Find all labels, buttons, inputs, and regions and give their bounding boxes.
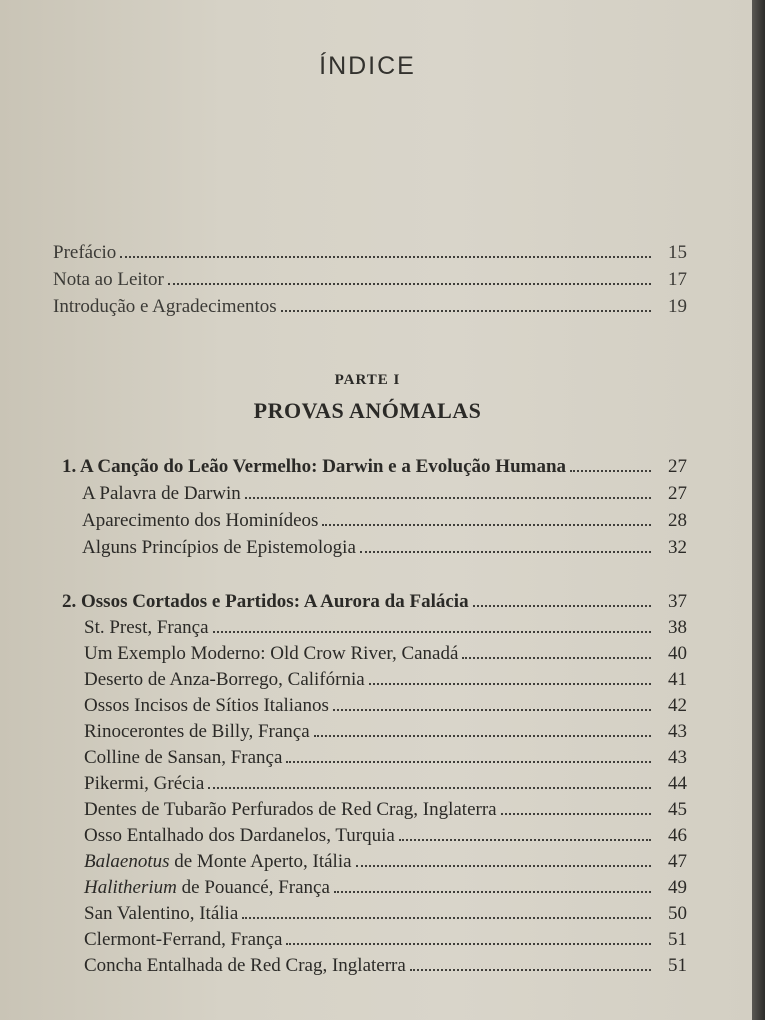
leader-dots	[334, 891, 651, 893]
leader-dots	[168, 283, 651, 285]
section-page: 44	[668, 773, 687, 794]
toc-section[interactable]	[84, 851, 687, 873]
species-name-italic: Balaenotus	[84, 851, 170, 872]
section-label: Alguns Princípios de Epistemologia	[82, 537, 356, 558]
section-label: St. Prest, França	[84, 617, 209, 638]
toc-section[interactable]	[84, 903, 687, 925]
toc-section[interactable]	[84, 643, 687, 665]
leader-dots	[462, 657, 651, 659]
section-label: Dentes de Tubarão Perfurados de Red Crag, Inglaterra	[84, 799, 497, 820]
section-page: 47	[668, 851, 687, 872]
leader-dots	[356, 865, 651, 867]
toc-section[interactable]	[84, 721, 687, 743]
species-name-italic: Halitherium	[84, 877, 177, 898]
leader-dots	[333, 709, 651, 711]
leader-dots	[245, 497, 651, 499]
section-page: 45	[668, 799, 687, 820]
section-page: 43	[668, 747, 687, 768]
section-label: Deserto de Anza-Borrego, Califórnia	[84, 669, 365, 690]
section-page: 28	[668, 510, 687, 531]
leader-dots	[473, 605, 651, 607]
section-label: Concha Entalhada de Red Crag, Inglaterra	[84, 955, 406, 976]
toc-section[interactable]	[84, 773, 687, 795]
leader-dots	[208, 787, 651, 789]
toc-section[interactable]	[84, 669, 687, 691]
toc-section[interactable]	[82, 510, 687, 532]
section-page: 49	[668, 877, 687, 898]
chapter-page: 27	[668, 456, 687, 477]
part-label: PARTE I	[334, 372, 401, 388]
section-page: 41	[668, 669, 687, 690]
chapter-title: 2. Ossos Cortados e Partidos: A Aurora da Falácia	[62, 591, 469, 612]
toc-section[interactable]	[84, 799, 687, 821]
section-label	[84, 877, 330, 899]
toc-section[interactable]	[82, 537, 687, 559]
chapter-page: 37	[668, 591, 687, 612]
toc-entry-prefacio[interactable]	[53, 242, 687, 264]
leader-dots	[399, 839, 651, 841]
toc-section[interactable]	[84, 929, 687, 951]
toc-section[interactable]	[84, 747, 687, 769]
section-page: 46	[668, 825, 687, 846]
section-label: Colline de Sansan, França	[84, 747, 283, 768]
section-label	[84, 851, 352, 873]
section-page: 42	[668, 695, 687, 716]
leader-dots	[360, 551, 651, 553]
chapter-title: 1. A Canção do Leão Vermelho: Darwin e a Evolução Humana	[62, 456, 567, 477]
leader-dots	[501, 813, 651, 815]
toc-entry-page: 17	[668, 269, 687, 290]
leader-dots	[369, 683, 651, 685]
part-title: PROVAS ANÓMALAS	[253, 398, 482, 423]
toc-entry-page: 15	[668, 242, 687, 263]
section-page: 40	[668, 643, 687, 664]
leader-dots	[120, 256, 651, 258]
toc-section[interactable]	[84, 825, 687, 847]
toc-entry-label: Prefácio	[53, 242, 117, 263]
section-page: 38	[668, 617, 687, 638]
leader-dots	[281, 310, 651, 312]
section-page: 43	[668, 721, 687, 742]
toc-entry-label: Nota ao Leitor	[53, 269, 164, 290]
leader-dots	[213, 631, 651, 633]
toc-entry-page: 19	[668, 296, 687, 317]
leader-dots	[570, 470, 651, 472]
toc-entry-introducao[interactable]	[53, 296, 687, 318]
leader-dots	[322, 524, 651, 526]
leader-dots	[242, 917, 651, 919]
toc-chapter-1[interactable]	[62, 456, 687, 478]
section-label: Rinocerontes de Billy, França	[84, 721, 310, 742]
section-label-rest: de Pouancé, França	[176, 877, 330, 898]
toc-section[interactable]	[82, 483, 687, 505]
section-label: San Valentino, Itália	[84, 903, 239, 924]
section-page: 50	[668, 903, 687, 924]
section-page: 51	[668, 929, 687, 950]
leader-dots	[410, 969, 651, 971]
section-label-rest: de Monte Aperto, Itália	[169, 851, 352, 872]
page-edge-shadow	[752, 0, 765, 1020]
toc-section[interactable]	[84, 617, 687, 639]
section-label: Aparecimento dos Hominídeos	[82, 510, 319, 531]
section-label: Ossos Incisos de Sítios Italianos	[84, 695, 329, 716]
toc-entry-nota-ao-leitor[interactable]	[53, 269, 687, 291]
toc-section[interactable]	[84, 695, 687, 717]
leader-dots	[314, 735, 651, 737]
section-page: 27	[668, 483, 687, 504]
section-label: A Palavra de Darwin	[82, 483, 241, 504]
toc-section[interactable]	[84, 955, 687, 977]
page-title: ÍNDICE	[319, 52, 416, 80]
section-page: 51	[668, 955, 687, 976]
toc-entry-label: Introdução e Agradecimentos	[53, 296, 277, 317]
leader-dots	[286, 943, 651, 945]
section-label: Osso Entalhado dos Dardanelos, Turquia	[84, 825, 395, 846]
section-label: Um Exemplo Moderno: Old Crow River, Canadá	[84, 643, 459, 664]
section-label: Pikermi, Grécia	[84, 773, 205, 794]
toc-section[interactable]	[84, 877, 687, 899]
section-page: 32	[668, 537, 687, 558]
section-label: Clermont-Ferrand, França	[84, 929, 283, 950]
leader-dots	[286, 761, 651, 763]
toc-chapter-2[interactable]	[62, 591, 687, 613]
